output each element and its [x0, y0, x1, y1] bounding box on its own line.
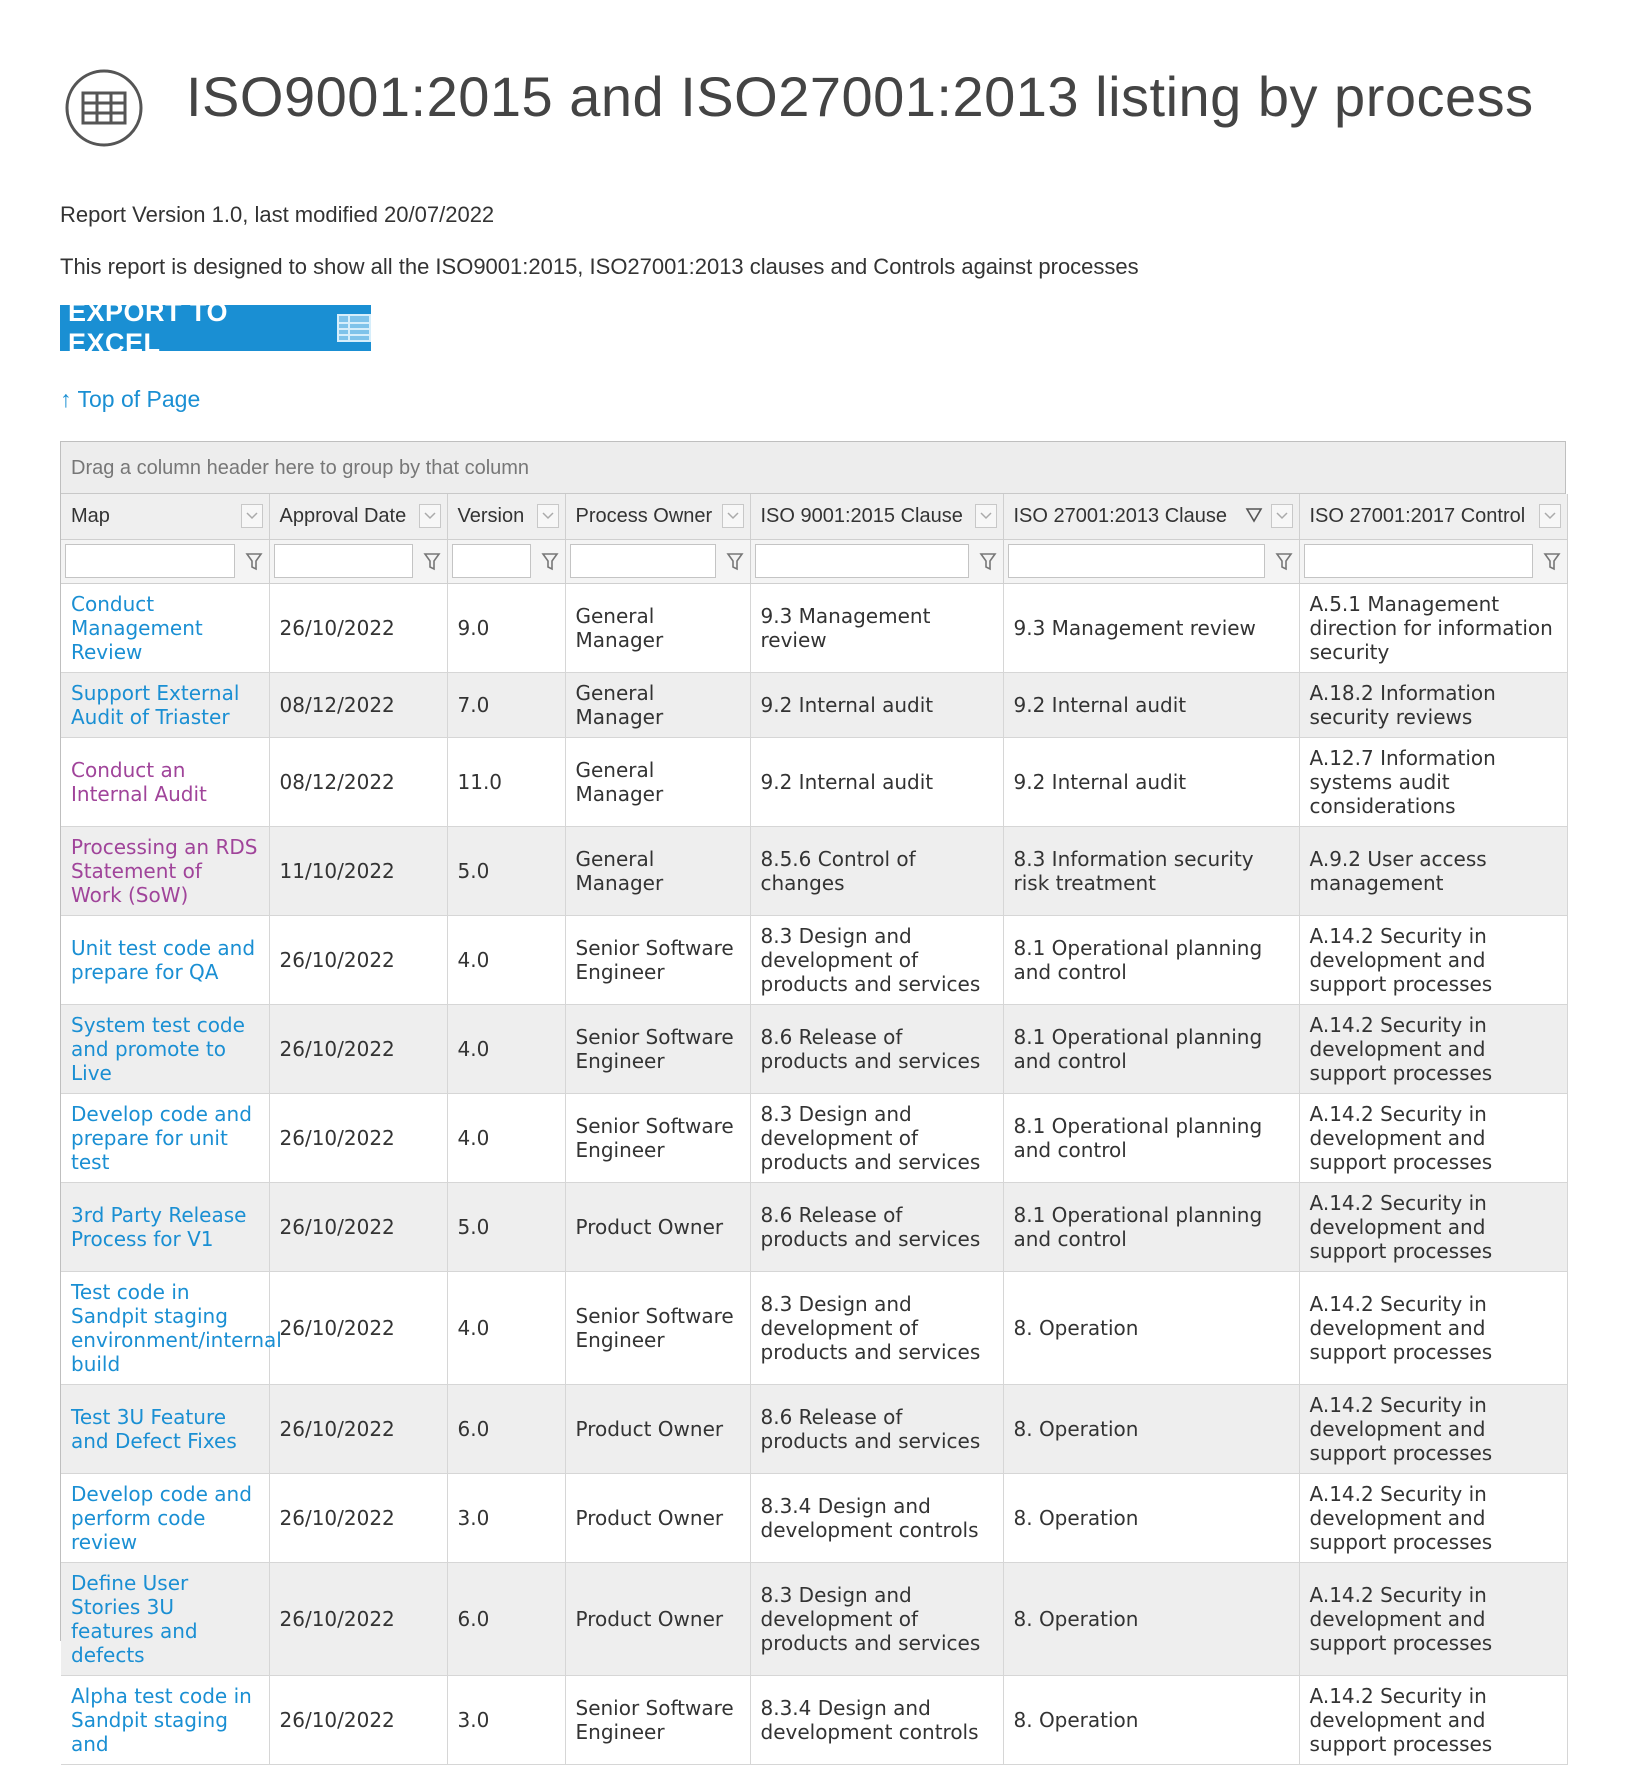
process-owner-cell: Senior Software Engineer [565, 1675, 750, 1764]
map-link[interactable]: System test code and promote to Live [71, 1012, 245, 1085]
column-header-iso9001-clause[interactable]: ISO 9001:2015 Clause [750, 494, 1003, 539]
table-row[interactable] [61, 915, 1567, 1004]
iso9001-clause-cell: 8.3 Design and development of products and services [750, 1093, 1003, 1182]
filter-cell [1299, 539, 1567, 583]
grid-table [61, 494, 1568, 1765]
iso9001-clause-cell: 8.3.4 Design and development controls [750, 1473, 1003, 1562]
grid-body [61, 583, 1567, 1764]
filter-input-iso27001-control[interactable] [1304, 544, 1533, 578]
iso27001-control-cell: A.14.2 Security in development and support processes [1299, 1384, 1567, 1473]
funnel-icon[interactable] [423, 552, 441, 572]
export-to-excel-button[interactable] [60, 297, 371, 358]
table-row[interactable] [61, 737, 1567, 826]
iso9001-clause-cell: 8.3 Design and development of products and services [750, 1562, 1003, 1675]
map-link[interactable]: Test 3U Feature and Defect Fixes [71, 1404, 237, 1453]
iso9001-clause-cell: 8.3 Design and development of products and services [750, 915, 1003, 1004]
map-link[interactable]: Test code in Sandpit staging environment/internal build [71, 1279, 282, 1376]
report-version: Report Version 1.0, last modified 20/07/2022 [60, 202, 495, 227]
top-of-page-link[interactable]: ↑ Top of Page [60, 386, 201, 412]
map-link[interactable]: Develop code and perform code review [71, 1481, 252, 1554]
process-owner-cell: Product Owner [565, 1182, 750, 1271]
map-link[interactable]: 3rd Party Release Process for V1 [71, 1202, 247, 1251]
iso27001-control-cell: A.14.2 Security in development and support processes [1299, 1675, 1567, 1764]
approval-date-cell: 26/10/2022 [269, 1004, 447, 1093]
export-label: EXPORT TO EXCEL [68, 297, 229, 358]
iso27001-clause-cell: 8.1 Operational planning and control [1003, 1182, 1299, 1271]
chevron-down-icon[interactable] [241, 504, 263, 528]
approval-date-cell: 26/10/2022 [269, 1675, 447, 1764]
iso9001-clause-cell: 8.6 Release of products and services [750, 1384, 1003, 1473]
iso27001-clause-cell: 8. Operation [1003, 1562, 1299, 1675]
chevron-down-icon[interactable] [975, 504, 997, 528]
table-row[interactable] [61, 1384, 1567, 1473]
map-link[interactable]: Unit test code and prepare for QA [71, 935, 256, 984]
iso27001-control-cell: A.14.2 Security in development and support processes [1299, 1004, 1567, 1093]
version-cell: 4.0 [447, 915, 565, 1004]
filter-input-iso27001-clause[interactable] [1008, 544, 1265, 578]
map-cell [61, 583, 269, 672]
map-cell [61, 1562, 269, 1675]
spreadsheet-icon [337, 314, 371, 342]
filter-input-approval-date[interactable] [274, 544, 413, 578]
sort-descending-icon[interactable] [1245, 506, 1263, 524]
map-cell [61, 1384, 269, 1473]
table-row[interactable] [61, 1675, 1567, 1764]
iso27001-control-cell: A.14.2 Security in development and support processes [1299, 915, 1567, 1004]
iso27001-control-cell: A.18.2 Information security reviews [1299, 672, 1567, 737]
map-cell [61, 672, 269, 737]
process-owner-cell: Senior Software Engineer [565, 915, 750, 1004]
process-owner-cell: Senior Software Engineer [565, 1004, 750, 1093]
process-owner-cell: Product Owner [565, 1384, 750, 1473]
iso9001-clause-cell: 9.2 Internal audit [750, 672, 1003, 737]
table-grid-icon [64, 68, 144, 148]
filter-cell [61, 539, 269, 583]
approval-date-cell: 26/10/2022 [269, 1562, 447, 1675]
iso27001-clause-cell: 8. Operation [1003, 1675, 1299, 1764]
map-cell [61, 1004, 269, 1093]
iso27001-control-cell: A.14.2 Security in development and support processes [1299, 1182, 1567, 1271]
version-cell: 6.0 [447, 1384, 565, 1473]
approval-date-cell: 26/10/2022 [269, 1182, 447, 1271]
filter-cell [565, 539, 750, 583]
iso9001-clause-cell: 8.6 Release of products and services [750, 1004, 1003, 1093]
approval-date-cell: 11/10/2022 [269, 826, 447, 915]
iso27001-clause-cell: 8. Operation [1003, 1473, 1299, 1562]
version-cell: 5.0 [447, 826, 565, 915]
table-row[interactable] [61, 826, 1567, 915]
map-link[interactable]: Processing an RDS Statement of Work (SoW) [71, 834, 258, 907]
map-link[interactable]: Define User Stories 3U features and defects [71, 1570, 198, 1667]
map-cell [61, 1271, 282, 1384]
page-header [62, 62, 1602, 152]
iso27001-control-cell: A.9.2 User access management [1299, 826, 1567, 915]
filter-cell [750, 539, 1003, 583]
approval-date-cell: 08/12/2022 [269, 672, 447, 737]
filter-cell [1003, 539, 1299, 583]
iso27001-control-cell: A.5.1 Management direction for information security [1299, 583, 1567, 672]
filter-row [61, 539, 1567, 583]
filter-input-iso9001-clause[interactable] [755, 544, 969, 578]
chevron-down-icon[interactable] [722, 504, 744, 528]
funnel-icon[interactable] [1275, 552, 1293, 572]
iso27001-clause-cell: 8.1 Operational planning and control [1003, 1004, 1299, 1093]
version-cell: 3.0 [447, 1675, 565, 1764]
table-row[interactable] [61, 583, 1567, 672]
process-owner-cell: General Manager [565, 672, 750, 737]
funnel-icon[interactable] [541, 552, 559, 572]
approval-date-cell: 26/10/2022 [269, 1473, 447, 1562]
process-owner-cell: Senior Software Engineer [565, 1271, 750, 1384]
map-cell [61, 1093, 269, 1182]
process-owner-cell: General Manager [565, 826, 750, 915]
map-link[interactable]: Conduct Management Review [71, 591, 203, 664]
iso27001-control-cell: A.14.2 Security in development and support processes [1299, 1562, 1567, 1675]
funnel-icon[interactable] [979, 552, 997, 572]
report-description: This report is designed to show all the ISO9001:2015, ISO27001:2013 clauses and Controls against processes [60, 254, 1139, 279]
chevron-down-icon[interactable] [419, 504, 441, 528]
table-row[interactable] [61, 672, 1567, 737]
iso9001-clause-cell: 8.5.6 Control of changes [750, 826, 1003, 915]
iso27001-clause-cell: 8. Operation [1003, 1384, 1299, 1473]
approval-date-cell: 26/10/2022 [269, 1093, 447, 1182]
iso9001-clause-cell: 9.2 Internal audit [750, 737, 1003, 826]
iso27001-clause-cell: 9.2 Internal audit [1003, 737, 1299, 826]
iso27001-control-cell: A.12.7 Information systems audit considerations [1299, 737, 1567, 826]
approval-date-cell: 26/10/2022 [269, 1271, 447, 1384]
filter-input-version[interactable] [452, 544, 531, 578]
table-row[interactable] [61, 1271, 1567, 1384]
header-row [61, 494, 1567, 539]
funnel-icon[interactable] [245, 552, 263, 572]
map-cell [61, 826, 269, 915]
map-cell [61, 1473, 269, 1562]
map-cell [61, 1182, 269, 1271]
iso27001-control-cell: A.14.2 Security in development and support processes [1299, 1473, 1567, 1562]
process-owner-cell: General Manager [565, 583, 750, 672]
funnel-icon[interactable] [1543, 552, 1561, 572]
table-row[interactable] [61, 1004, 1567, 1093]
page-title: ISO9001:2015 and ISO27001:2013 listing by process [186, 65, 1534, 128]
map-cell [61, 915, 269, 1004]
iso27001-control-cell: A.14.2 Security in development and support processes [1299, 1271, 1567, 1384]
version-cell: 7.0 [447, 672, 565, 737]
column-header-version[interactable]: Version [447, 494, 565, 539]
table-row[interactable] [61, 1093, 1567, 1182]
process-owner-cell: Product Owner [565, 1473, 750, 1562]
map-link[interactable]: Conduct an Internal Audit [71, 757, 207, 806]
process-owner-cell: Product Owner [565, 1562, 750, 1675]
chevron-down-icon[interactable] [1271, 504, 1293, 528]
map-cell [61, 1675, 269, 1764]
funnel-icon[interactable] [726, 552, 744, 572]
filter-input-map[interactable] [65, 544, 235, 578]
iso9001-clause-cell: 9.3 Management review [750, 583, 1003, 672]
version-cell: 9.0 [447, 583, 565, 672]
map-cell [61, 737, 269, 826]
column-header-iso27001-control[interactable]: ISO 27001:2017 Control [1299, 494, 1567, 539]
iso9001-clause-cell: 8.6 Release of products and services [750, 1182, 1003, 1271]
table-row[interactable] [61, 1182, 1567, 1271]
group-panel[interactable]: Drag a column header here to group by that column [61, 442, 1565, 494]
column-header-approval-date[interactable]: Approval Date [269, 494, 447, 539]
version-cell: 11.0 [447, 737, 565, 826]
filter-input-process-owner[interactable] [570, 544, 716, 578]
map-link[interactable]: Develop code and prepare for unit test [71, 1101, 252, 1174]
process-owner-cell: Senior Software Engineer [565, 1093, 750, 1182]
chevron-down-icon[interactable] [537, 504, 559, 528]
iso27001-control-cell: A.14.2 Security in development and support processes [1299, 1093, 1567, 1182]
column-header-map[interactable]: Map [61, 494, 269, 539]
approval-date-cell: 26/10/2022 [269, 1384, 447, 1473]
approval-date-cell: 26/10/2022 [269, 915, 447, 1004]
version-cell: 5.0 [447, 1182, 565, 1271]
column-header-iso27001-clause[interactable]: ISO 27001:2013 Clause [1003, 494, 1299, 539]
table-row[interactable] [61, 1562, 1567, 1675]
iso9001-clause-cell: 8.3 Design and development of products and services [750, 1271, 1003, 1384]
process-owner-cell: General Manager [565, 737, 750, 826]
version-cell: 4.0 [447, 1004, 565, 1093]
filter-cell [447, 539, 565, 583]
approval-date-cell: 26/10/2022 [269, 583, 447, 672]
iso9001-clause-cell: 8.3.4 Design and development controls [750, 1675, 1003, 1764]
data-grid [60, 441, 1566, 1756]
map-link[interactable]: Alpha test code in Sandpit staging and [71, 1683, 252, 1756]
column-header-process-owner[interactable]: Process Owner [565, 494, 750, 539]
version-cell: 6.0 [447, 1562, 565, 1675]
iso27001-clause-cell: 9.3 Management review [1003, 583, 1299, 672]
iso27001-clause-cell: 8.1 Operational planning and control [1003, 1093, 1299, 1182]
filter-cell [269, 539, 447, 583]
table-row[interactable] [61, 1473, 1567, 1562]
version-cell: 4.0 [447, 1093, 565, 1182]
version-cell: 4.0 [447, 1271, 565, 1384]
iso27001-clause-cell: 8. Operation [1003, 1271, 1299, 1384]
version-cell: 3.0 [447, 1473, 565, 1562]
iso27001-clause-cell: 8.3 Information security risk treatment [1003, 826, 1299, 915]
chevron-down-icon[interactable] [1539, 504, 1561, 528]
approval-date-cell: 08/12/2022 [269, 737, 447, 826]
iso27001-clause-cell: 9.2 Internal audit [1003, 672, 1299, 737]
map-link[interactable]: Support External Audit of Triaster [71, 680, 240, 729]
iso27001-clause-cell: 8.1 Operational planning and control [1003, 915, 1299, 1004]
